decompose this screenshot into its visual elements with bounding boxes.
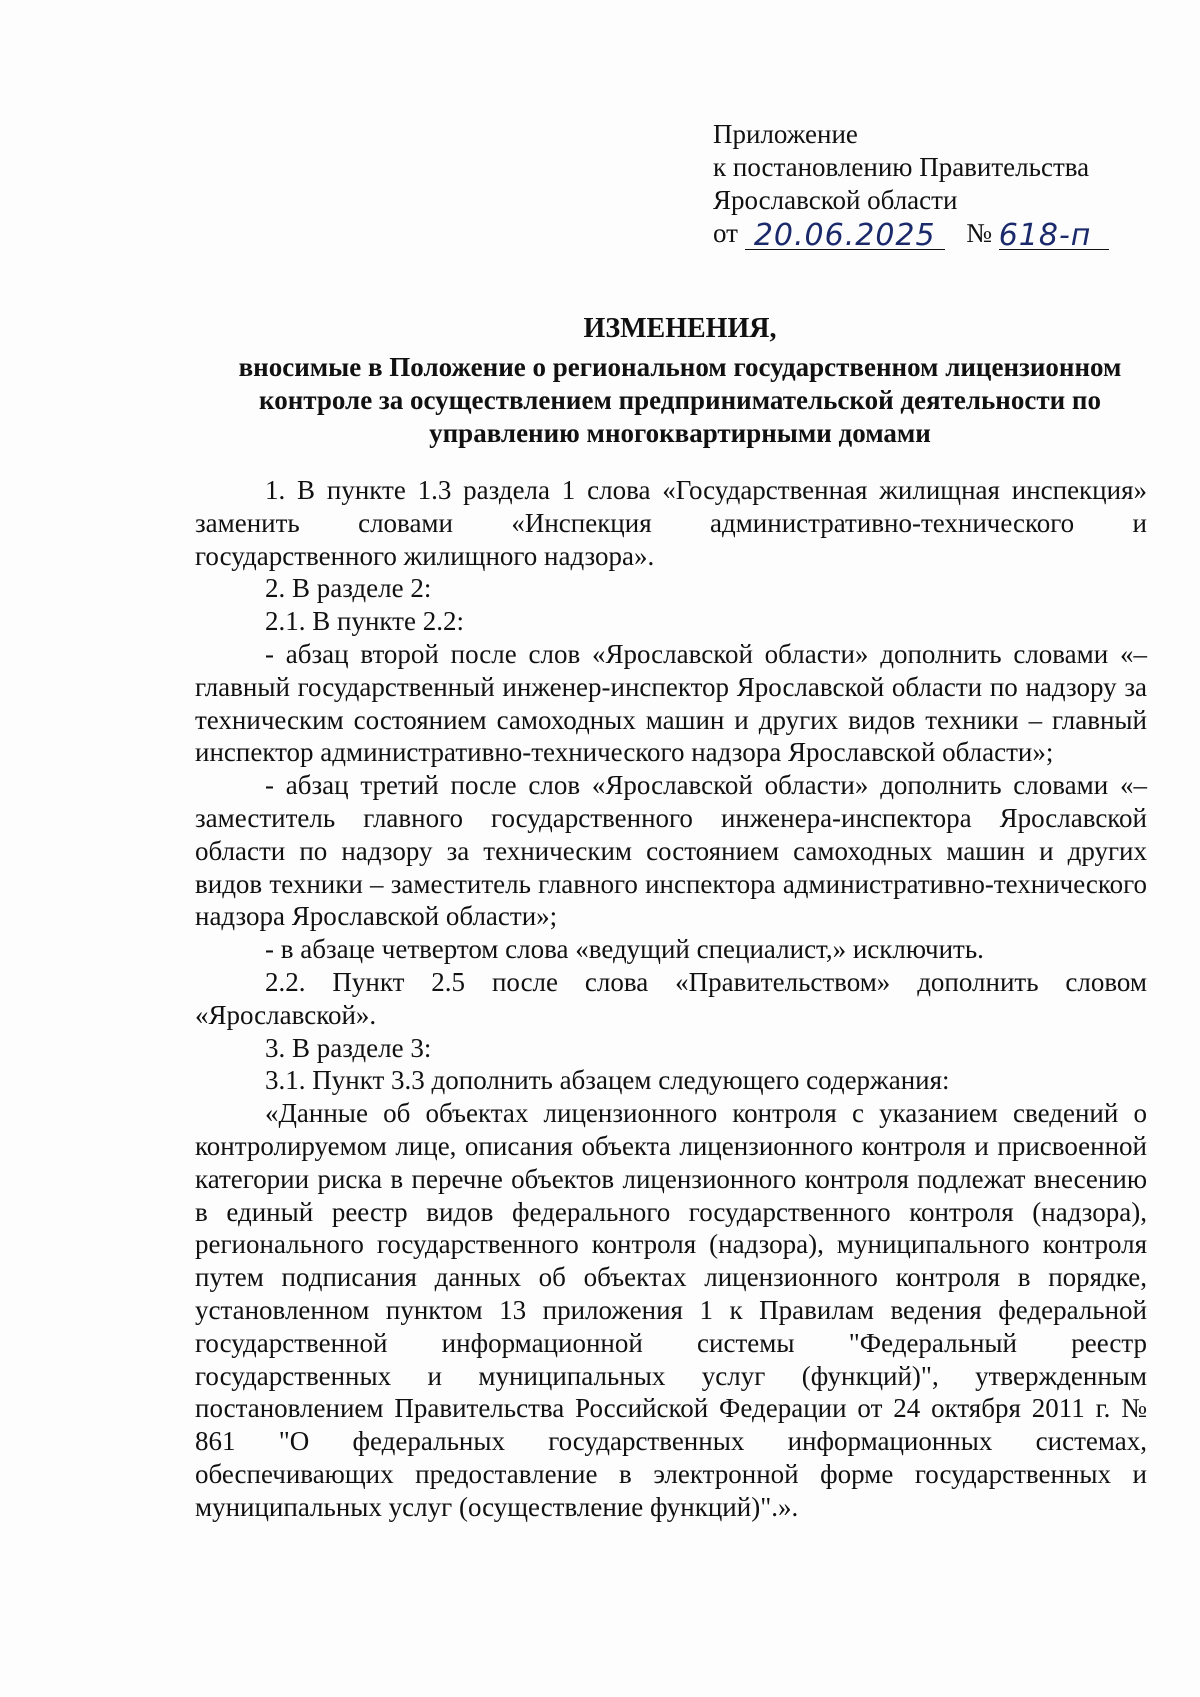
document-title: [195, 312, 1165, 450]
date-field: [745, 218, 945, 253]
date-prefix: от: [713, 218, 738, 248]
paragraph-2-1-a: - абзац второй после слов «Ярославской области» дополнить словами «– главный государственный инженер-инспектор Ярославской области по надзору за техническим состоянием самоходных машин и других видов техники – главный инспектор административно-технического надзора Ярославской области»;: [195, 638, 1147, 768]
number-field: [998, 218, 1109, 253]
paragraph-2-1: 2.1. В пункте 2.2:: [265, 606, 464, 637]
handwritten-number: 618-п: [998, 218, 1092, 253]
paragraph-1: 1. В пункте 1.3 раздела 1 слова «Государственная жилищная инспекция» заменить словами «Инспекция административно-технического и государственного жилищного надзора».: [195, 475, 1147, 571]
appendix-title: Приложение: [713, 119, 858, 149]
paragraph-3: 3. В разделе 3:: [265, 1032, 432, 1063]
paragraph-3-1: 3.1. Пункт 3.3 дополнить абзацем следующего содержания:: [265, 1065, 950, 1096]
number-prefix: №: [966, 218, 992, 248]
document-body: [195, 474, 1147, 1524]
paragraph-2-1-b: - абзац третий после слов «Ярославской области» дополнить словами «– заместитель главного государственного инженера-инспектора Ярославской области по надзору за техническим состоянием самоходных машин и других видов техники – заместитель главного инспектора административно-технического надзора Ярославской области»;: [195, 770, 1147, 932]
appendix-resolution: к постановлению Правительства: [713, 152, 1090, 182]
title-subtitle: вносимые в Положение о региональном государственном лицензионном контроле за осуществлением предпринимательской деятельности по управлению многоквартирными домами: [238, 352, 1122, 448]
paragraph-2-1-c: - в абзаце четвертом слова «ведущий специалист,» исключить.: [265, 934, 984, 965]
appendix-region: Ярославской области: [713, 185, 958, 215]
paragraph-2-2: 2.2. Пункт 2.5 после слова «Правительством» дополнить словом «Ярославской».: [195, 966, 1147, 1030]
appendix-date-number-row: [713, 217, 1153, 257]
appendix-header: [713, 118, 1153, 257]
paragraph-2: 2. В разделе 2:: [265, 573, 432, 604]
handwritten-date: 20.06.2025: [753, 218, 936, 253]
paragraph-3-1-quote: «Данные об объектах лицензионного контроля с указанием сведений о контролируемом лице, описания объекта лицензионного контроля и присвоенной категории риска в перечне объектов лицензионного контроля подлежат внесению в единый реестр видов федерального государственного контроля (надзора), регионального государственного контроля (надзора), муниципального контроля путем подписания данных об объектах лицензионного контроля в порядке, установленном пунктом 13 приложения 1 к Правилам ведения федеральной государственной информационной системы "Федеральный реестр государственных и муниципальных услуг (функций)", утвержденным постановлением Правительства Российской Федерации от 24 октября 2011 г. № 861 "О федеральных государственных информационных системах, обеспечивающих предоставление в электронной форме государственных и муниципальных услуг (осуществление функций)".».: [195, 1098, 1147, 1522]
title-main: ИЗМЕНЕНИЯ,: [583, 313, 777, 344]
